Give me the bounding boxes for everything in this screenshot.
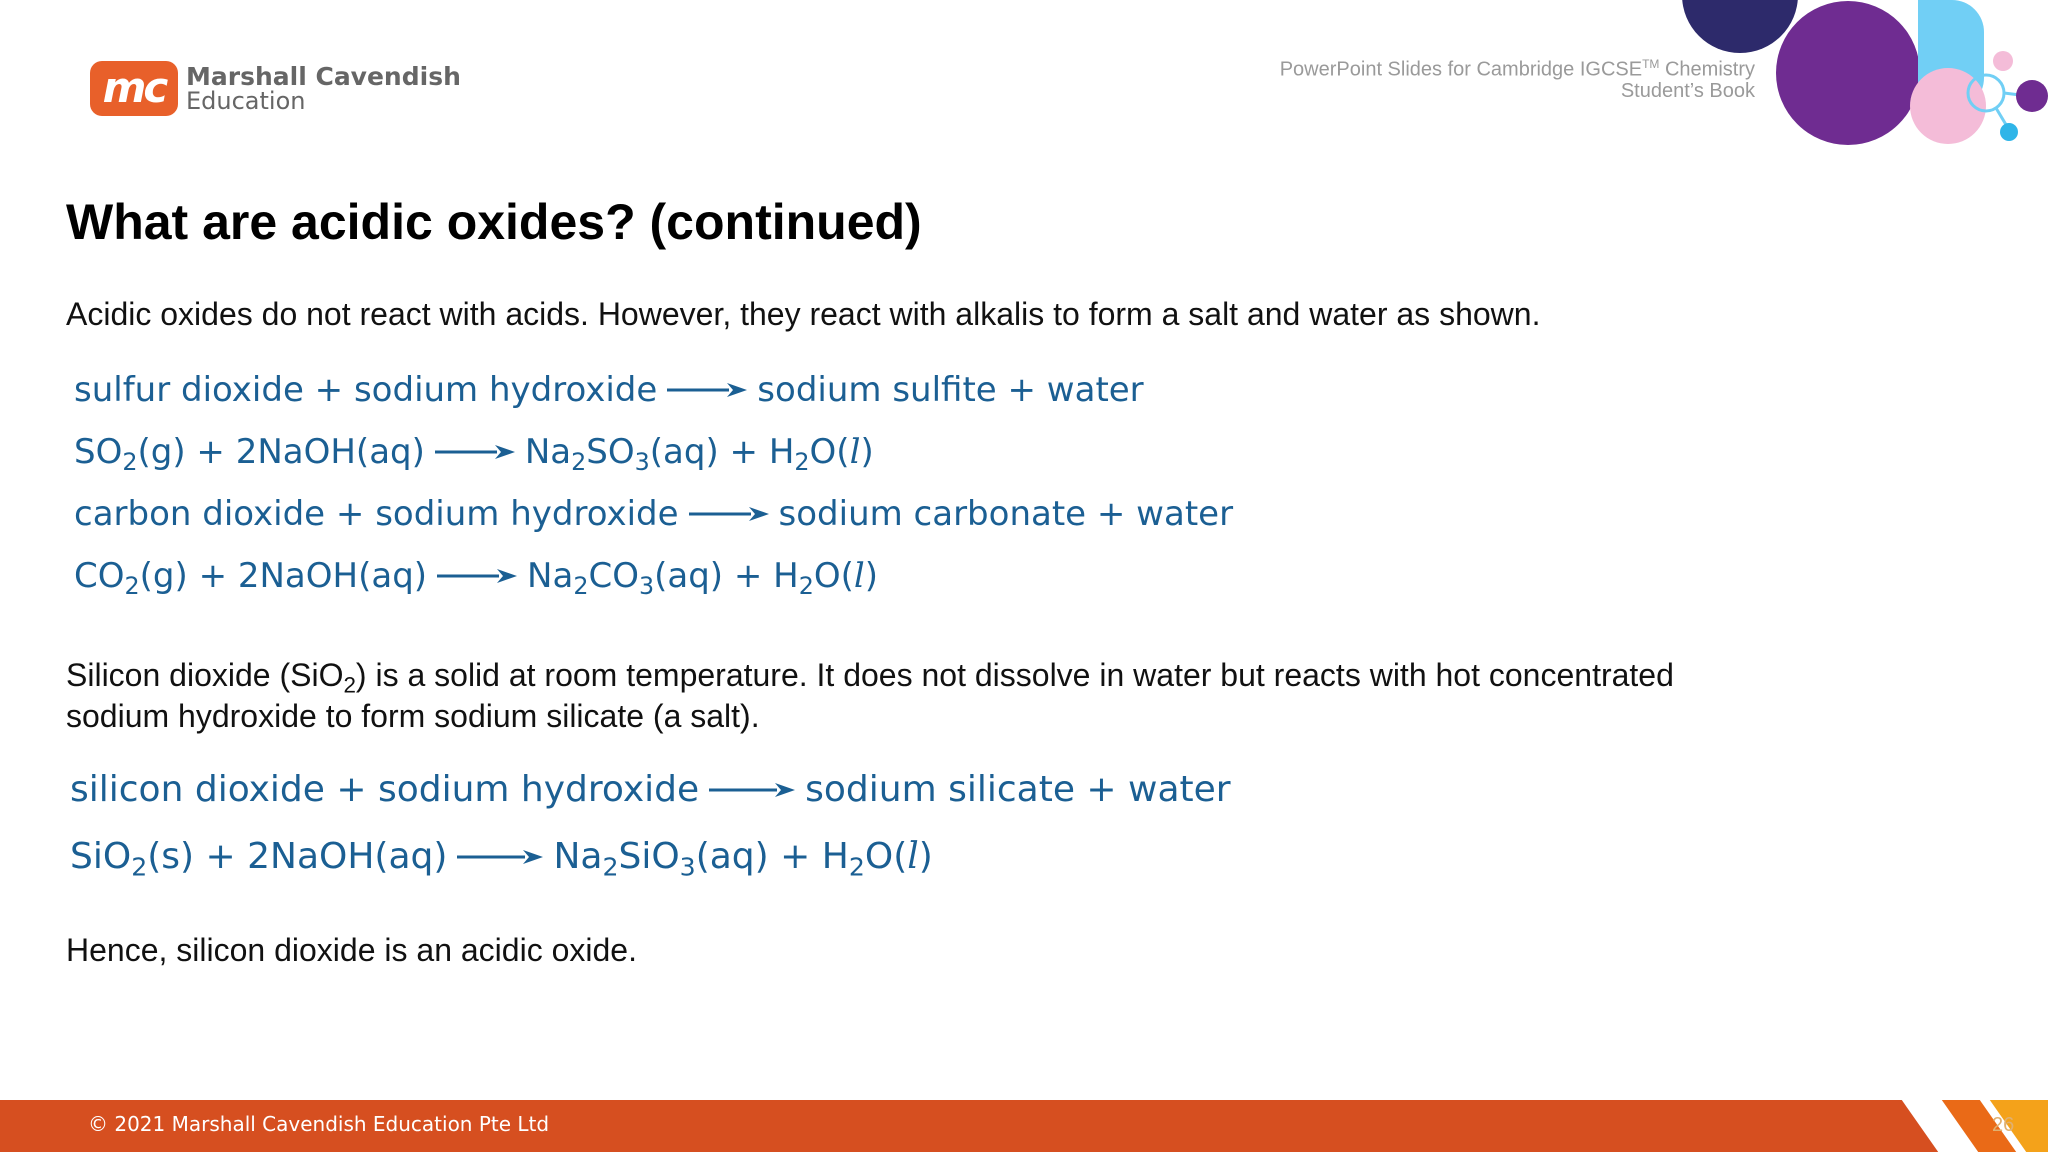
formula-part: (aq) + H [654,556,799,596]
equation-products: sodium carbonate + water [778,494,1234,534]
formula-part: (aq) + H [649,432,795,472]
subscript: 2 [602,852,619,882]
subscript: 3 [634,448,650,477]
formula-part: CO [588,556,639,596]
formula-part: O( [813,556,854,596]
reaction-arrow-icon [667,380,747,400]
formula-part: O( [864,836,908,877]
equation-silicon-symbols [70,836,933,882]
page-number: 26 [1992,1114,2015,1136]
subscript: 2 [573,572,589,601]
reaction-arrow-icon [457,847,543,867]
small-purple-dot [2016,80,2048,112]
formula-part: (aq) + H [695,836,849,877]
subscript: 2 [131,852,148,882]
formula-part: O( [809,432,850,472]
formula-part: Na [527,556,574,596]
logo-mark-text: mc [102,63,166,112]
reaction-arrow-icon [435,442,515,462]
conclusion-paragraph: Hence, silicon dioxide is an acidic oxide. [66,932,637,968]
trademark-sup: TM [1642,57,1660,71]
book-title-line2: Student’s Book [1620,79,1755,102]
formula-part: Na [524,432,572,472]
state-symbol: l [853,556,865,596]
formula-part: (s) + 2NaOH(aq) [147,836,448,877]
subscript: 3 [638,572,655,601]
footer-bar [0,1100,2048,1152]
equation-reactants: sulfur dioxide + sodium hydroxide [74,370,658,410]
subscript: 2 [798,572,814,601]
equation-sulfur-words [74,370,1144,410]
formula-part: ) [918,836,933,877]
state-symbol: l [849,432,861,472]
formula-part: ) [864,556,879,596]
formula-part: (g) + 2NaOH(aq) [139,556,428,596]
publisher-logo [90,60,461,116]
equation-sulfur-symbols [74,432,874,477]
formula-part: SiO [618,836,680,877]
equation-reactants [74,556,428,601]
formula-part: SiO [70,836,132,877]
reaction-arrow-icon [709,780,795,800]
intro-paragraph: Acidic oxides do not react with acids. However, they react with alkalis to form a salt and water as shown. [66,296,1541,332]
reaction-arrow-icon [437,566,517,586]
subscript: 2 [794,448,810,477]
subscript: 2 [124,572,140,601]
logo-mark [90,61,178,116]
logo-name-line2: Education [186,86,306,115]
state-symbol: l [907,836,919,877]
formula-part: SO [74,432,123,472]
formula-part: Na [553,836,603,877]
equation-silicon-words [70,769,1231,810]
navy-circle [1682,0,1798,53]
paragraph-text: Silicon dioxide (SiO [66,657,344,693]
small-blue-dot [2000,123,2018,141]
equation-products: sodium silicate + water [805,769,1231,810]
formula-part: CO [74,556,125,596]
equation-reactants: carbon dioxide + sodium hydroxide [74,494,679,534]
slide-title: What are acidic oxides? (continued) [66,194,922,250]
equation-reactants [70,836,448,882]
paragraph-text: ) is a solid at room temperature. It does not dissolve in water but reacts with hot concentrated sodium hydroxide to form sodium silicate (a salt). [66,657,1674,734]
subscript: 2 [848,852,865,882]
subscript: 2 [122,448,138,477]
reaction-arrow-icon [689,504,769,524]
formula-part: SO [586,432,635,472]
silicon-paragraph [66,655,1686,737]
equation-carbon-symbols [74,556,879,601]
logo-name-line1: Marshall Cavendish [186,61,461,91]
logo-wordmark [186,61,461,115]
formula-part: (g) + 2NaOH(aq) [137,432,425,472]
formula-part: ) [860,432,874,472]
small-pink-dot [1993,51,2013,71]
copyright-text: © 2021 Marshall Cavendish Education Pte Ltd [88,1112,550,1136]
subscript: 2 [343,672,356,698]
subscript: 2 [571,448,587,477]
decorative-circles [1660,0,2048,150]
equation-reactants: silicon dioxide + sodium hydroxide [70,769,700,810]
equation-reactants [74,432,425,477]
book-title-subject: Chemistry [1659,58,1755,81]
equation-products [553,836,933,882]
purple-circle [1776,1,1920,145]
equation-carbon-words [74,494,1233,534]
subscript: 3 [679,852,696,882]
book-title-main: PowerPoint Slides for Cambridge IGCSE [1279,58,1643,81]
equation-products [524,432,874,477]
equation-products: sodium sulfite + water [757,370,1144,410]
equation-products [527,556,879,601]
